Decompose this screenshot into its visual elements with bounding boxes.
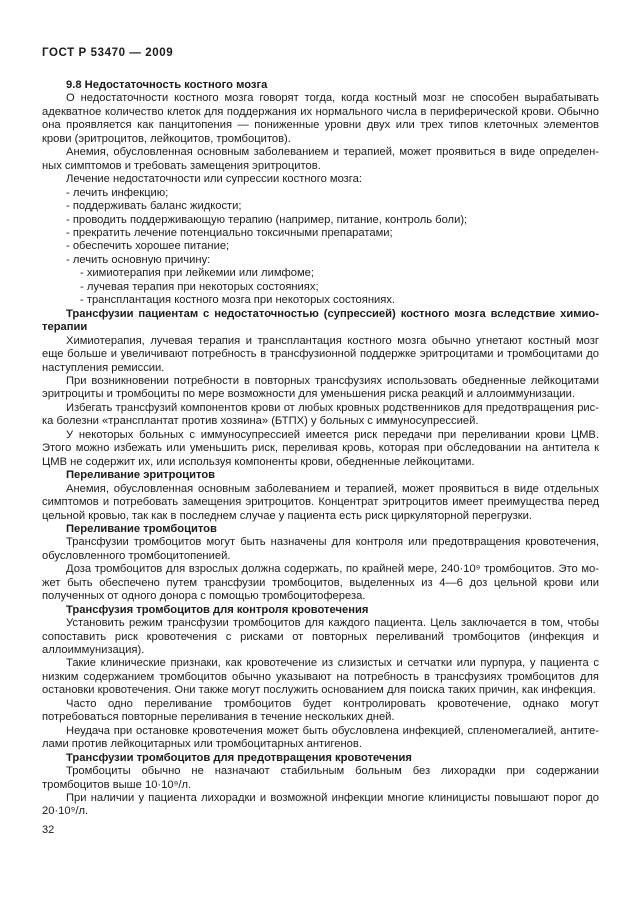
paragraph: Доза тромбоцитов для взрослых должна содержать, по крайней мере, 240·10⁹ тромбоцитов. Это может быть обеспечено путем трансфузии тромбоцитов, выделенных из 4—6 доз цельной крови или полученных от одного донора с помощью тромбоцитофереза. — [42, 563, 599, 603]
sub-list-item: - химиотерапия при лейкемии или лимфоме; — [80, 267, 314, 280]
paragraph: Анемия, обусловленная основным заболеванием и терапией, может проявиться в виде определенных симптомов и требовать замещения эритроцитов. — [42, 146, 599, 172]
sub-list-item: - трансплантация костного мозга при некоторых состояниях. — [80, 294, 396, 307]
list-item: - лечить инфекцию; — [66, 186, 169, 199]
section-heading: 9.8 Недостаточность костного мозга — [66, 79, 268, 91]
subsection-heading: Трансфузия тромбоцитов для контроля кровотечения — [66, 603, 369, 616]
paragraph: Неудача при остановке кровотечения может быть обусловлена инфекцией, спленомегалией, антителами против лейкоцитарных или тромбоцитарных антигенов. — [42, 724, 599, 751]
list-item: - проводить поддерживающую терапию (например, питание, контроль боли); — [66, 213, 468, 226]
paragraph: Часто одно переливание тромбоцитов будет контролировать кровотечение, однако могут потребоваться повторные переливания в течение нескольких дней. — [42, 697, 599, 724]
list-item: - поддерживать баланс жидкости; — [66, 200, 242, 213]
subsection-heading: Переливание тромбоцитов — [66, 522, 217, 535]
list-item: - обеспечить хорошее питание; — [66, 240, 230, 253]
running-header: ГОСТ Р 53470 — 2009 — [42, 47, 174, 59]
paragraph: Такие клинические признаки, как кровотечение из слизистых и сетчатки или пурпура, у пациента с низким содержанием тромбоцитов обычно указывают на потребность в трансфузиях тромбоцитов для остановки кровотечения. Они также могут послужить основанием для поиска таких причин, как инфекция. — [42, 657, 599, 697]
list-item: - прекратить лечение потенциально токсичными препаратами; — [66, 226, 393, 239]
page-content — [42, 47, 599, 836]
subsection-heading: Переливание эритроцитов — [66, 469, 216, 482]
paragraph: Лечение недостаточности или супрессии костного мозга: — [66, 173, 362, 186]
list-item: - лечить основную причину: — [66, 253, 211, 266]
paragraph: При наличии у пациента лихорадки и возможной инфекции многие клиницисты повышают порог до 20·10⁹/л. — [42, 792, 599, 818]
paragraph: При возникновении потребности в повторных трансфузиях использовать обедненные лейкоцитами эритроциты и тромбоциты по мере возможности для уменьшения риска реакций и аллоиммунизации. — [42, 374, 599, 401]
paragraph: О недостаточности костного мозга говорят тогда, когда костный мозг не способен вырабатывать адекватное количество клеток для поддержания их нормального числа в периферической крови. Обычно она проявляется как панцитопения — пониженные уровни двух или трех типов клеточных элементов крови (эритроцитов, лейкоцитов, тромбоцитов). — [42, 92, 599, 145]
paragraph: Установить режим трансфузии тромбоцитов для каждого пациента. Цель заключается в том, чтобы сопоставить риск кровотечения с рисками от повторных переливаний тромбоцитов (инфекция и аллоиммунизация). — [42, 617, 599, 657]
paragraph: Избегать трансфузий компонентов крови от любых кровных родственников для предотвращения риска болезни «трансплантат против хозяина» (БТПХ) у больных с иммуносупрессией. — [42, 401, 599, 428]
subsection-heading: Трансфузии пациентам с недостаточностью (супрессией) костного мозга вследствие химиотерапии — [42, 307, 599, 334]
paragraph: Химиотерапия, лучевая терапия и трансплантация костного мозга обычно угнетают костный мозг еще больше и увеличивают потребность в трансфузионной поддержке эритроцитами и тромбоцитами до наступления ремиссии. — [42, 334, 599, 374]
sub-list-item: - лучевая терапия при некоторых состояниях; — [80, 280, 319, 293]
paragraph: Трансфузии тромбоцитов могут быть назначены для контроля или предотвращения кровотечения, обусловленного тромбоцитопенией. — [42, 536, 599, 562]
document-body — [42, 79, 599, 819]
subsection-heading: Трансфузии тромбоцитов для предотвращения кровотечения — [66, 751, 412, 764]
page-number: 32 — [42, 823, 55, 836]
paragraph: У некоторых больных с иммуносупрессией имеется риск передачи при переливании крови ЦМВ. Этого можно избежать или уменьшить риск, переливая кровь, которая при обследовании на антитела к ЦМВ не содержит их, или используя компоненты крови, обедненные лейкоцитами. — [42, 428, 599, 468]
paragraph: Анемия, обусловленная основным заболеванием и терапией, может проявиться в виде отдельных симптомов и потребовать замещения эритроцитов. Концентрат эритроцитов имеет преимущества перед цельной кровью, так как в последнем случае у пациента есть риск циркуляторной перегрузки. — [42, 482, 599, 522]
paragraph: Тромбоциты обычно не назначают стабильным больным без лихорадки при содержании тромбоцитов выше 10·10⁹/л. — [42, 765, 599, 791]
